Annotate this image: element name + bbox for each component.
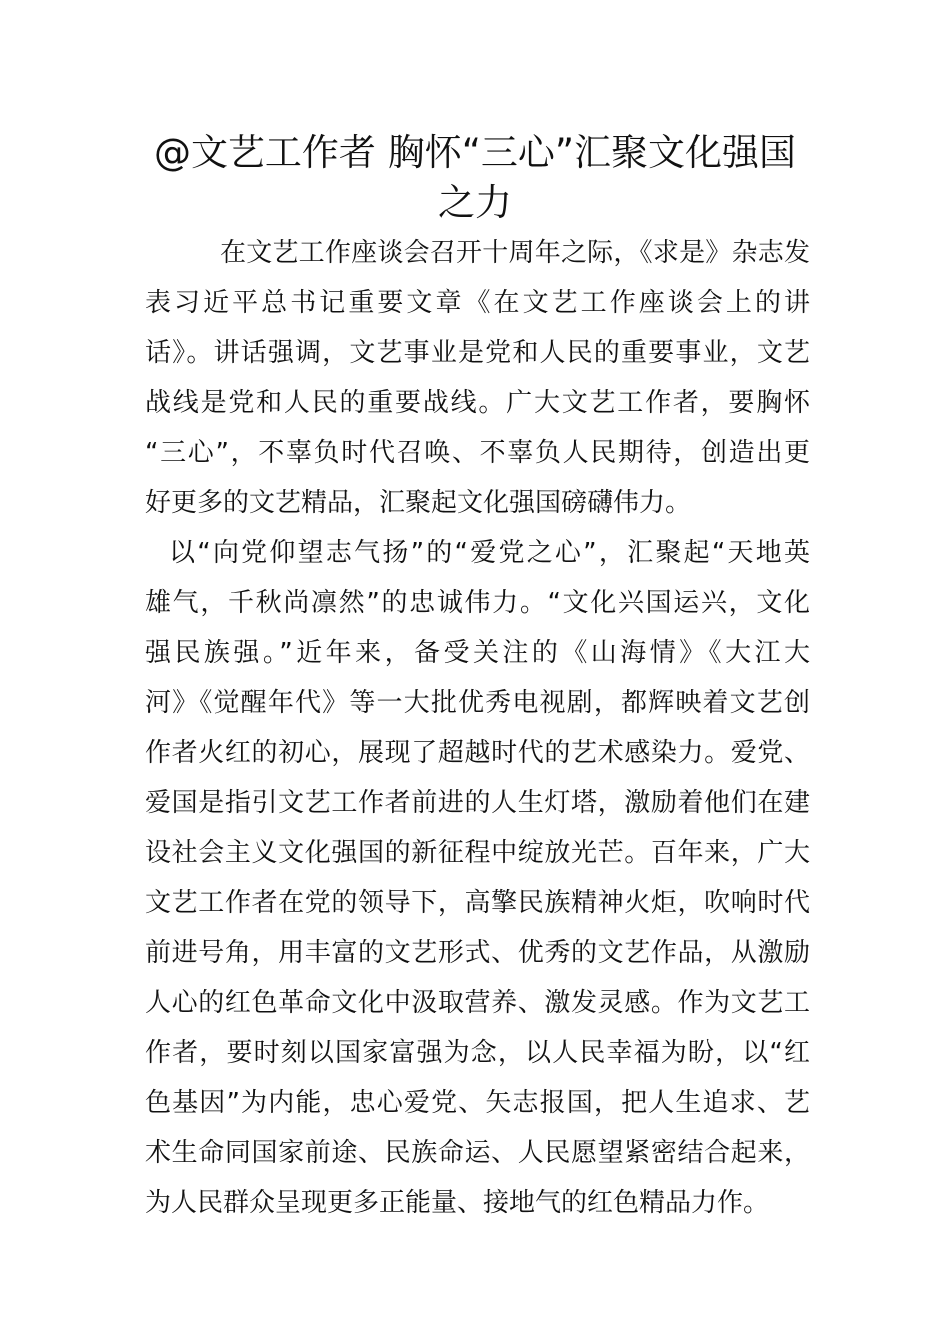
paragraph-line: 设社会主义文化强国的新征程中绽放光芒。百年来，广大 — [145, 838, 810, 868]
paragraph-line: 话》。讲话强调，文艺事业是党和人民的重要事业，文艺 — [145, 338, 810, 368]
document-body — [145, 228, 810, 1228]
paragraph-1 — [145, 228, 810, 528]
title-line-1: @文艺工作者 胸怀“三心”汇聚文化强国 — [153, 131, 797, 174]
title-line-2: 之力 — [438, 181, 512, 224]
paragraph-line: 作者火红的初心，展现了超越时代的艺术感染力。爱党、 — [145, 738, 810, 768]
paragraph-line: 人心的红色革命文化中汲取营养、激发灵感。作为文艺工 — [145, 988, 810, 1018]
paragraph-line: 强民族强。”近年来，备受关注的《山海情》《大江大 — [145, 638, 810, 668]
paragraph-line: 色基因”为内能，忠心爱党、矢志报国，把人生追求、艺 — [145, 1088, 810, 1118]
paragraph-line: 雄气，千秋尚凛然”的忠诚伟力。“文化兴国运兴，文化 — [145, 588, 810, 618]
paragraph-line: 表习近平总书记重要文章《在文艺工作座谈会上的讲 — [145, 288, 810, 318]
paragraph-line: 文艺工作者在党的领导下，高擎民族精神火炬，吹响时代 — [145, 888, 810, 918]
paragraph-line: 为人民群众呈现更多正能量、接地气的红色精品力作。 — [145, 1188, 770, 1218]
paragraph-line: “三心”，不辜负时代召唤、不辜负人民期待，创造出更 — [145, 438, 810, 468]
paragraph-line: 在文艺工作座谈会召开十周年之际，《求是》杂志发 — [220, 238, 810, 268]
paragraph-line: 前进号角，用丰富的文艺形式、优秀的文艺作品，从激励 — [145, 938, 810, 968]
paragraph-line: 作者，要时刻以国家富强为念，以人民幸福为盼，以“红 — [145, 1038, 810, 1068]
paragraph-2 — [145, 528, 810, 1228]
paragraph-line: 爱国是指引文艺工作者前进的人生灯塔，激励着他们在建 — [145, 788, 810, 818]
paragraph-line: 战线是党和人民的重要战线。广大文艺工作者，要胸怀 — [145, 388, 810, 418]
paragraph-line: 好更多的文艺精品，汇聚起文化强国磅礴伟力。 — [145, 488, 692, 518]
paragraph-line: 术生命同国家前途、民族命运、人民愿望紧密结合起来， — [145, 1138, 810, 1168]
paragraph-line: 以“向党仰望志气扬”的“爱党之心”，汇聚起“天地英 — [169, 538, 810, 568]
paragraph-line: 河》《觉醒年代》等一大批优秀电视剧，都辉映着文艺创 — [145, 688, 810, 718]
document-title — [140, 128, 810, 228]
